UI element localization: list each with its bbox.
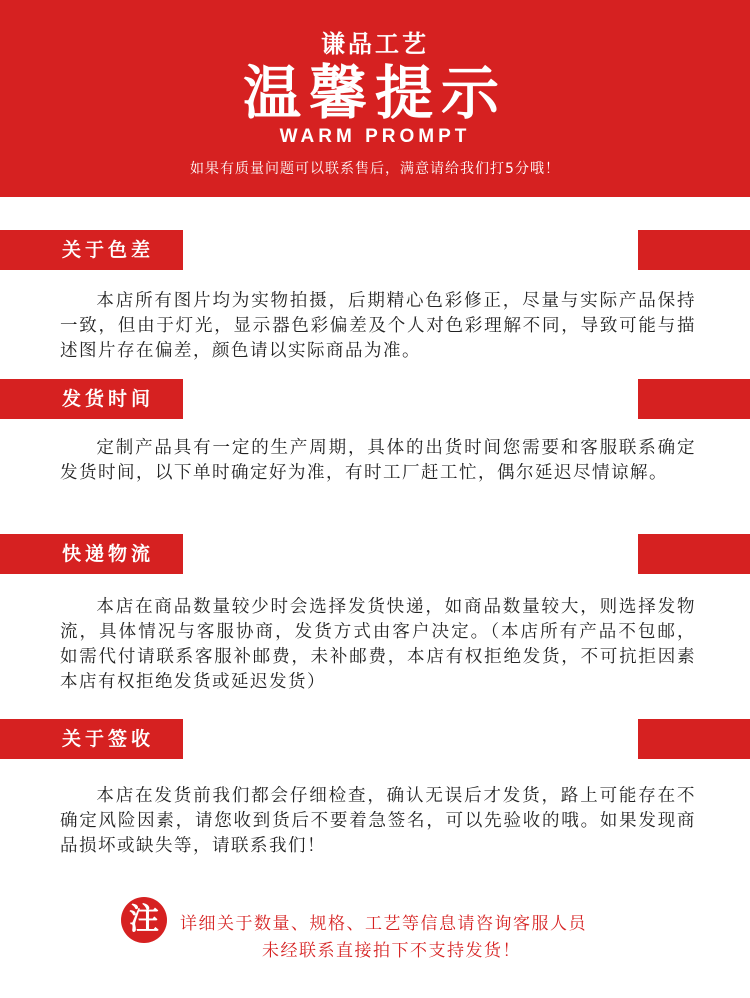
section-accent-bar — [638, 230, 750, 270]
section-title-color-difference: 关于色差 — [0, 230, 183, 270]
section-text: 本店在商品数量较少时会选择发货快递，如商品数量较大，则选择发物流，具体情况与客服协商，发货方式由客户决定。（本店所有产品不包邮，如需代付请联系客服补邮费，未补邮费，本店有权拒绝发货，不可抗拒因素本店有权拒绝发货或延迟发货） — [60, 597, 696, 692]
section-text: 本店在发货前我们都会仔细检查，确认无误后才发货，路上可能存在不确定风险因素，请您收到货后不要着急签名，可以先验收的哦。如果发现商品损坏或缺失等，请联系我们！ — [60, 786, 696, 856]
section-body-color-difference — [60, 289, 696, 364]
section-title-shipping-time: 发货时间 — [0, 379, 183, 419]
section-accent-bar — [638, 719, 750, 759]
footer-note-line2: 未经联系直接拍下不支持发货！ — [262, 941, 521, 961]
english-subtitle: WARM PROMPT — [279, 126, 471, 147]
section-title-logistics: 快递物流 — [0, 534, 183, 574]
header-banner — [0, 0, 750, 197]
section-text: 定制产品具有一定的生产周期，具体的出货时间您需要和客服联系确定发货时间，以下单时确定好为准，有时工厂赶工忙，偶尔延迟尽情谅解。 — [60, 438, 696, 483]
brand-name: 谦品工艺 — [321, 30, 429, 58]
page-title: 温馨提示 — [242, 59, 507, 127]
section-title-sign-for: 关于签收 — [0, 719, 183, 759]
section-body-sign-for — [60, 784, 696, 859]
section-accent-bar — [638, 534, 750, 574]
section-body-shipping-time — [60, 436, 696, 486]
section-text: 本店所有图片均为实物拍摄，后期精心色彩修正，尽量与实际产品保持一致，但由于灯光，显示器色彩偏差及个人对色彩理解不同，导致可能与描述图片存在偏差，颜色请以实际商品为准。 — [60, 291, 696, 361]
section-accent-bar — [638, 379, 750, 419]
section-body-logistics — [60, 595, 696, 695]
note-badge-icon: 注 — [121, 897, 167, 943]
header-note: 如果有质量问题可以联系售后，满意请给我们打5分哦！ — [190, 161, 560, 177]
footer-note-line1: 详细关于数量、规格、工艺等信息请咨询客服人员 — [180, 914, 587, 934]
